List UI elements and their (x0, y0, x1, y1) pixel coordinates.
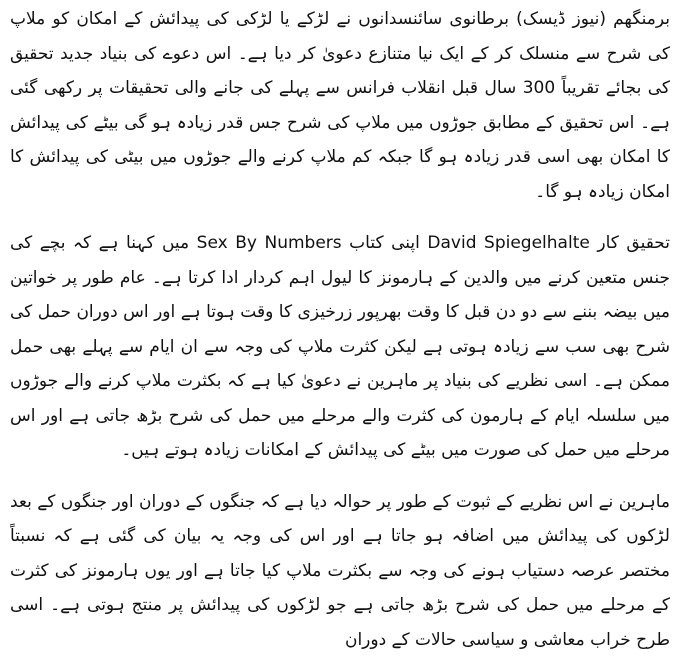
article-body (10, 2, 670, 657)
paragraph-2 (10, 226, 670, 468)
paragraph-1 (10, 2, 670, 209)
paragraph-3 (10, 485, 670, 657)
paragraph-2-text: تحقیق کار David Spiegelhalte اپنی کتاب Sex By Numbers میں کہنا ہے کہ بچے کی جنس متعین کرنے میں والدین کے ہارمونز کا لیول اہم کردار ادا کرتا ہے۔ عام طور پر خواتین میں بیضہ بننے سے دو دن قبل کا وقت بھرپور زرخیزی کا وقت ہوتا ہے اور اس دوران حمل کی شرح بھی سب سے زیادہ ہوتی ہے لیکن کثرت ملاپ کی وجہ سے ان ایام سے پہلے بھی حمل ممکن ہے۔ اسی نظریے کی بنیاد پر ماہرین نے دعویٰ کیا ہے کہ بکثرت ملاپ کرنے والے جوڑوں میں سلسلہ ایام کے ہارمون کی کثرت والے مرحلے میں حمل کی شرح بڑھ جاتی ہے اور اس مرحلے میں حمل کی صورت میں بیٹے کی پیدائش کے امکانات زیادہ ہوتے ہیں۔ (10, 233, 670, 460)
paragraph-1-text: برمنگھم (نیوز ڈیسک) برطانوی سائنسدانوں نے لڑکے یا لڑکی کی پیدائش کے امکان کو ملاپ کی شرح سے منسلک کر کے ایک نیا متنازع دعویٰ کر دیا ہے۔ اس دعوے کی بنیاد جدید تحقیق کی بجائے تقریباً 300 سال قبل انقلاب فرانس سے پہلے کی جانے والی تحقیقات پر رکھی گئی ہے۔ اس تحقیق کے مطابق جوڑوں میں ملاپ کی شرح جس قدر زیادہ ہو گی بیٹے کی پیدائش کا امکان بھی اسی قدر زیادہ ہو گا جبکہ کم ملاپ کرنے والے جوڑوں میں بیٹی کی پیدائش کا امکان زیادہ ہو گا۔ (10, 9, 670, 202)
paragraph-3-text: ماہرین نے اس نظریے کے ثبوت کے طور پر حوالہ دیا ہے کہ جنگوں کے دوران اور جنگوں کے بعد لڑکوں کی پیدائش میں اضافہ ہو جاتا ہے اور اس کی وجہ یہ بیان کی گئی ہے کہ نسبتاً مختصر عرصہ دستیاب ہونے کی وجہ سے بکثرت ملاپ کیا جاتا ہے اور یوں ہارمونز کی کثرت کے مرحلے میں حمل کی شرح بڑھ جاتی ہے جو لڑکوں کی پیدائش پر منتج ہوتی ہے۔ اسی طرح خراب معاشی و سیاسی حالات کے دوران (10, 492, 670, 650)
